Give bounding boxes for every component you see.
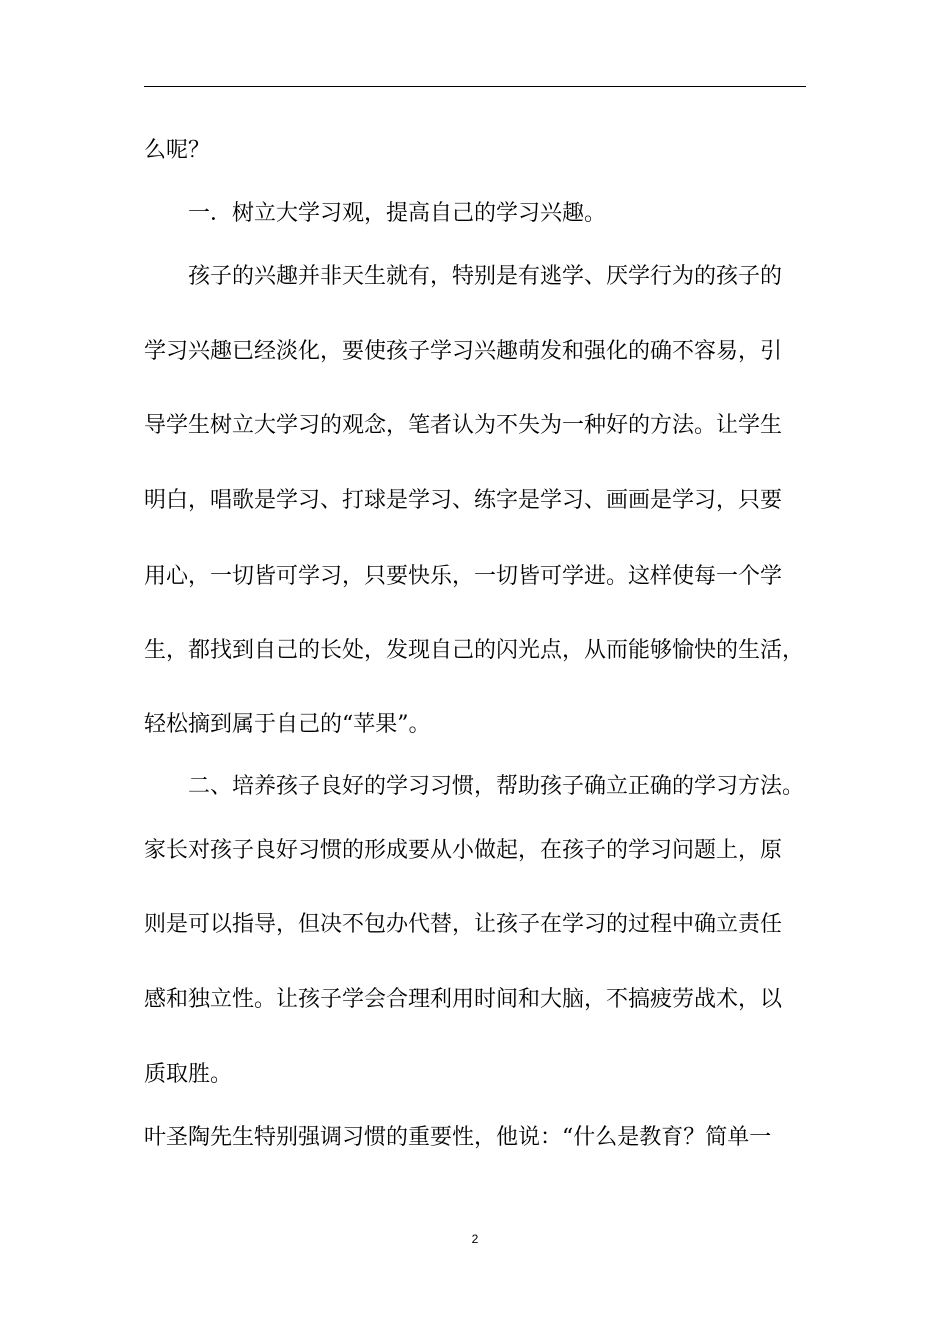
text-line-14: 质取胜。 <box>144 1062 233 1087</box>
text-line-8: 生，都找到自己的长处，发现自己的闪光点，从而能够愉快的生活， <box>144 638 805 663</box>
section-heading-1: 一．树立大学习观，提高自己的学习兴趣。 <box>188 201 607 226</box>
text-line-3: 孩子的兴趣并非天生就有，特别是有逃学、厌学行为的孩子的 <box>188 264 783 289</box>
header-rule <box>144 86 806 87</box>
text-line-5: 导学生树立大学习的观念，笔者认为不失为一种好的方法。让学生 <box>144 413 783 438</box>
text-line-13: 感和独立性。让孩子学会合理利用时间和大脑，不搞疲劳战术，以 <box>144 987 783 1012</box>
page-number: 2 <box>471 1232 479 1246</box>
text-line-1: 么呢？ <box>144 138 211 163</box>
section-heading-2: 二、培养孩子良好的学习习惯，帮助孩子确立正确的学习方法。 <box>188 774 805 799</box>
text-line-7: 用心，一切皆可学习，只要快乐，一切皆可学进。这样使每一个学 <box>144 564 783 589</box>
text-line-15: 叶圣陶先生特别强调习惯的重要性，他说：“什么是教育？简单一 <box>144 1125 772 1150</box>
text-line-4: 学习兴趣已经淡化，要使孩子学习兴趣萌发和强化的确不容易，引 <box>144 339 783 364</box>
text-line-12: 则是可以指导，但决不包办代替，让孩子在学习的过程中确立责任 <box>144 912 783 937</box>
text-line-11: 家长对孩子良好习惯的形成要从小做起，在孩子的学习问题上，原 <box>144 838 783 863</box>
text-line-6: 明白，唱歌是学习、打球是学习、练字是学习、画画是学习，只要 <box>144 488 783 513</box>
text-line-9: 轻松摘到属于自己的“苹果”。 <box>144 712 431 737</box>
